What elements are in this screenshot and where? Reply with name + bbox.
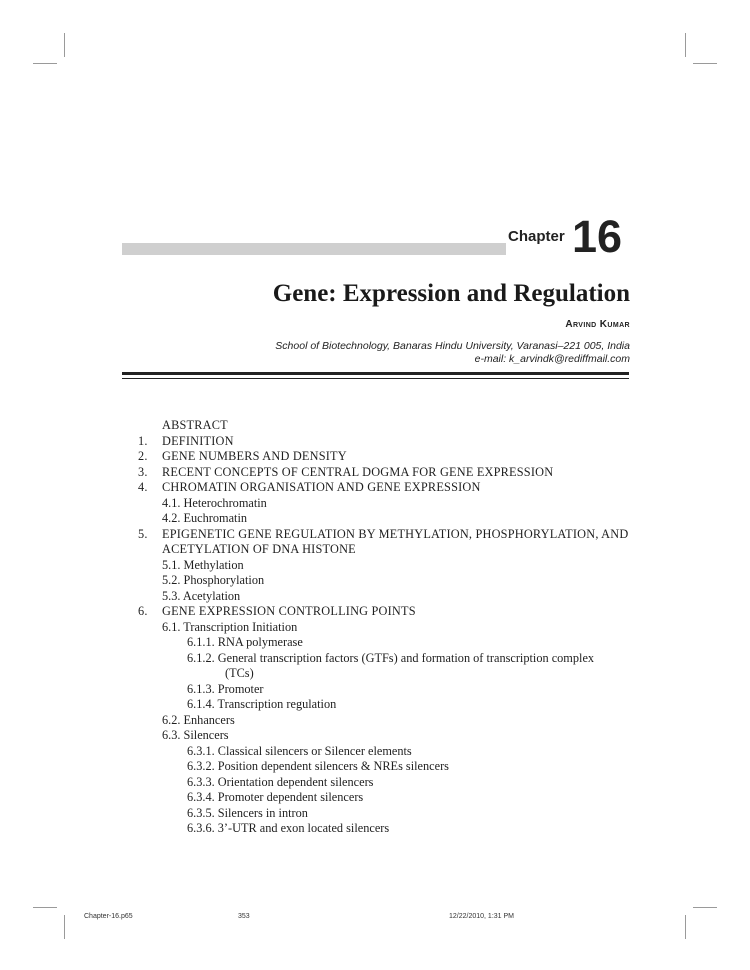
- toc-item-label: 6.3.2. Position dependent silencers & NREs silencers: [187, 759, 449, 773]
- toc-item-number: 2.: [138, 449, 148, 463]
- header-rule-thin: [122, 378, 629, 379]
- toc-item: [0, 697, 750, 713]
- toc-item-number: 6.: [138, 604, 148, 618]
- table-of-contents: [0, 418, 750, 837]
- toc-item-label: EPIGENETIC GENE REGULATION BY METHYLATION, PHOSPHORYLATION, AND: [162, 526, 629, 541]
- toc-item-label: 6.3.5. Silencers in intron: [187, 805, 308, 820]
- toc-item: [0, 821, 750, 837]
- toc-item: [0, 651, 750, 667]
- toc-item: [0, 682, 750, 698]
- toc-item: [0, 418, 750, 434]
- toc-item: [0, 806, 750, 822]
- toc-item-label: 6.3.6. 3’-UTR and exon located silencers: [187, 821, 390, 835]
- toc-item-label: 4.2. Euchromatin: [162, 511, 248, 525]
- toc-item-label: 6.1.1. RNA polymerase: [187, 635, 303, 649]
- toc-item: [0, 604, 750, 620]
- toc-item-number: 1.: [138, 433, 148, 448]
- chapter-title: Gene: Expression and Regulation: [272, 280, 630, 307]
- toc-item: [0, 542, 750, 558]
- toc-item: [0, 744, 750, 760]
- affiliation-line: School of Biotechnology, Banaras Hindu University, Varanasi–221 005, India: [275, 340, 630, 352]
- toc-item: [0, 573, 750, 589]
- toc-item-label: ACETYLATION OF DNA HISTONE: [162, 542, 356, 556]
- toc-item: [0, 511, 750, 527]
- author-name: Arvind Kumar: [565, 319, 630, 330]
- toc-item: [0, 759, 750, 775]
- toc-item-label: 6.3.4. Promoter dependent silencers: [187, 790, 364, 804]
- toc-item: [0, 480, 750, 496]
- toc-item-label: GENE EXPRESSION CONTROLLING POINTS: [162, 604, 416, 618]
- toc-item-label: GENE NUMBERS AND DENSITY: [162, 449, 347, 463]
- toc-item: [0, 434, 750, 450]
- chapter-bar: [122, 243, 506, 255]
- chapter-label: Chapter: [508, 228, 565, 245]
- toc-item-label: 6.2. Enhancers: [162, 712, 235, 727]
- footer-timestamp: 12/22/2010, 1:31 PM: [449, 913, 514, 920]
- toc-item-label: 5.2. Phosphorylation: [162, 573, 265, 587]
- toc-item-label: 6.1. Transcription Initiation: [162, 619, 298, 634]
- toc-item: [0, 449, 750, 465]
- toc-item-label: 5.1. Methylation: [162, 557, 244, 572]
- toc-item-label: (TCs): [225, 666, 254, 680]
- toc-item-label: 5.3. Acetylation: [162, 588, 241, 603]
- toc-item: [0, 620, 750, 636]
- toc-item-label: 6.3. Silencers: [162, 728, 229, 742]
- toc-item-label: 6.3.3. Orientation dependent silencers: [187, 774, 374, 789]
- toc-item: [0, 666, 750, 682]
- email-line: e-mail: k_arvindk@rediffmail.com: [474, 353, 630, 365]
- toc-item-label: 6.1.4. Transcription regulation: [187, 697, 337, 711]
- footer-filename: Chapter-16.p65: [84, 913, 133, 920]
- toc-item-label: ABSTRACT: [162, 418, 228, 432]
- toc-item-number: 3.: [138, 464, 148, 479]
- toc-item: [0, 790, 750, 806]
- toc-item: [0, 775, 750, 791]
- toc-item: [0, 589, 750, 605]
- toc-item-label: RECENT CONCEPTS OF CENTRAL DOGMA FOR GENE EXPRESSION: [162, 464, 554, 479]
- toc-item: [0, 728, 750, 744]
- chapter-number: 16: [572, 211, 623, 262]
- toc-item: [0, 527, 750, 543]
- toc-item: [0, 713, 750, 729]
- toc-item-label: 6.3.1. Classical silencers or Silencer elements: [187, 743, 412, 758]
- toc-item-label: 6.1.2. General transcription factors (GTFs) and formation of transcription complex: [187, 650, 595, 665]
- toc-item-label: 4.1. Heterochromatin: [162, 495, 267, 510]
- header-rule-thick: [122, 372, 629, 375]
- toc-item: [0, 558, 750, 574]
- toc-item-label: CHROMATIN ORGANISATION AND GENE EXPRESSION: [162, 480, 481, 494]
- footer-page-number: 353: [238, 913, 250, 920]
- toc-item-label: DEFINITION: [162, 433, 234, 448]
- toc-item-label: 6.1.3. Promoter: [187, 681, 264, 696]
- toc-item: [0, 496, 750, 512]
- toc-item: [0, 465, 750, 481]
- toc-item-number: 5.: [138, 526, 148, 541]
- author-affiliation: [275, 340, 630, 366]
- toc-item: [0, 635, 750, 651]
- toc-item-number: 4.: [138, 480, 148, 494]
